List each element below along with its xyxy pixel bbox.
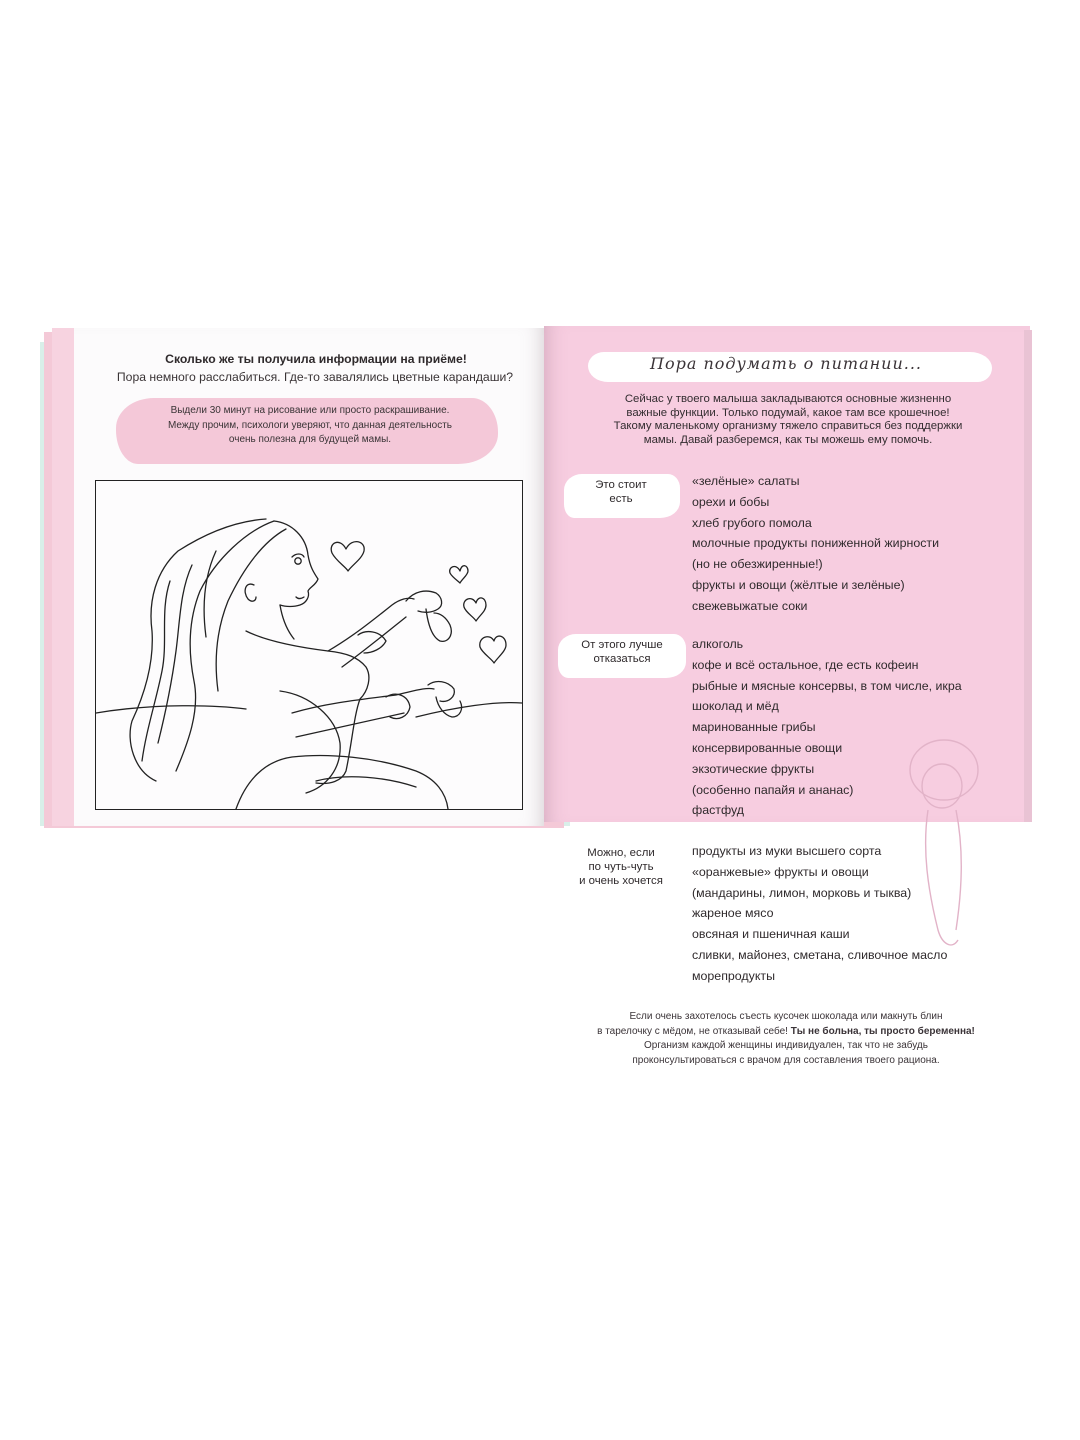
list-item: продукты из муки высшего сорта — [692, 844, 882, 858]
category-label-sometimes — [558, 846, 684, 888]
list-eat — [692, 471, 1022, 617]
list-item: сливки, майонез, сметана, сливочное масло — [692, 947, 948, 962]
category-label-line: есть — [609, 493, 633, 505]
left-page-subtitle: Пора немного расслабиться. Где-то завалялись цветные карандаши? — [116, 370, 514, 384]
list-item: (особенно папайя и ананас) — [692, 782, 854, 797]
woman-coloring-illustration — [96, 481, 522, 809]
coloring-frame — [95, 480, 523, 810]
intro-line: важные функции. Только подумай, какое там все крошечное! — [626, 406, 950, 419]
coloring-note — [140, 404, 480, 448]
list-item: хлеб грубого помола — [692, 515, 812, 530]
footer-line: Если очень захотелось съесть кусочек шоколада или макнуть блин — [629, 1011, 943, 1022]
list-item: жареное мясо — [692, 906, 774, 921]
heart-icon — [331, 542, 364, 571]
category-label-avoid — [558, 638, 686, 666]
list-item: фастфуд — [692, 803, 745, 818]
list-avoid — [692, 634, 1022, 821]
list-item: кофе и всё остальное, где есть кофеин — [692, 657, 919, 672]
footer-line-bold: Ты не больна, ты просто беременна! — [790, 1025, 975, 1037]
footer-line-normal: в тарелочку с мёдом, не отказывай себе! — [597, 1025, 791, 1037]
list-item: «оранжевые» фрукты и овощи — [692, 864, 869, 879]
right-page-edge — [1024, 330, 1032, 822]
footer-line — [560, 1025, 1012, 1040]
category-label-line: отказаться — [593, 653, 651, 665]
list-item: «зелёные» салаты — [692, 474, 800, 488]
intro-line: Сейчас у твоего малыша закладываются основные жизненно — [624, 393, 952, 405]
note-line: Выдели 30 минут на рисование или просто раскрашивание. — [170, 405, 450, 416]
intro-line: Такому маленькому организму тяжело справиться без поддержки — [613, 420, 963, 433]
category-label-line: Это стоит — [595, 479, 647, 491]
nutrition-intro — [556, 393, 1020, 447]
footer-line: проконсультироваться с врачом для составления твоего рациона. — [632, 1054, 940, 1066]
list-item: молочные продукты пониженной жирности — [692, 536, 940, 551]
list-item: свежевыжатые соки — [692, 598, 808, 613]
list-item: маринованные грибы — [692, 720, 816, 735]
list-item: морепродукты — [692, 968, 775, 983]
list-item: консервированные овощи — [692, 740, 843, 755]
intro-line: мамы. Давай разберемся, как ты можешь ему помочь. — [643, 433, 933, 446]
left-page-title: Сколько же ты получила информации на приёме! — [165, 352, 467, 366]
list-item: орехи и бобы — [692, 494, 770, 509]
note-line: очень полезна для будущей мамы. — [228, 434, 392, 445]
category-label-line: Можно, если — [587, 847, 655, 859]
list-item: алкоголь — [692, 637, 744, 651]
list-item: шоколад и мёд — [692, 699, 779, 714]
list-item: экзотические фрукты — [692, 761, 815, 776]
footer-line: Организм каждой женщины индивидуален, так что не забудь — [644, 1040, 928, 1052]
list-item: фрукты и овощи (жёлтые и зелёные) — [692, 577, 905, 592]
list-item: (мандарины, лимон, морковь и тыква) — [692, 885, 912, 900]
right-page-title: Пора подумать о питании... — [649, 354, 923, 373]
left-page-pink-margin — [52, 328, 74, 826]
list-item: (но не обезжиренные!) — [692, 557, 823, 572]
note-line: Между прочим, психологи уверяют, что данная деятельность — [167, 419, 453, 431]
list-item: рыбные и мясные консервы, в том числе, икра — [692, 678, 962, 693]
category-label-line: От этого лучше — [581, 639, 663, 651]
list-sometimes — [692, 841, 1022, 987]
nutrition-footer — [560, 1010, 1012, 1068]
category-label-line: по чуть-чуть — [588, 861, 654, 873]
category-label-line: и очень хочется — [579, 875, 663, 887]
category-label-eat — [566, 478, 676, 506]
list-item: овсяная и пшеничная каши — [692, 927, 850, 942]
